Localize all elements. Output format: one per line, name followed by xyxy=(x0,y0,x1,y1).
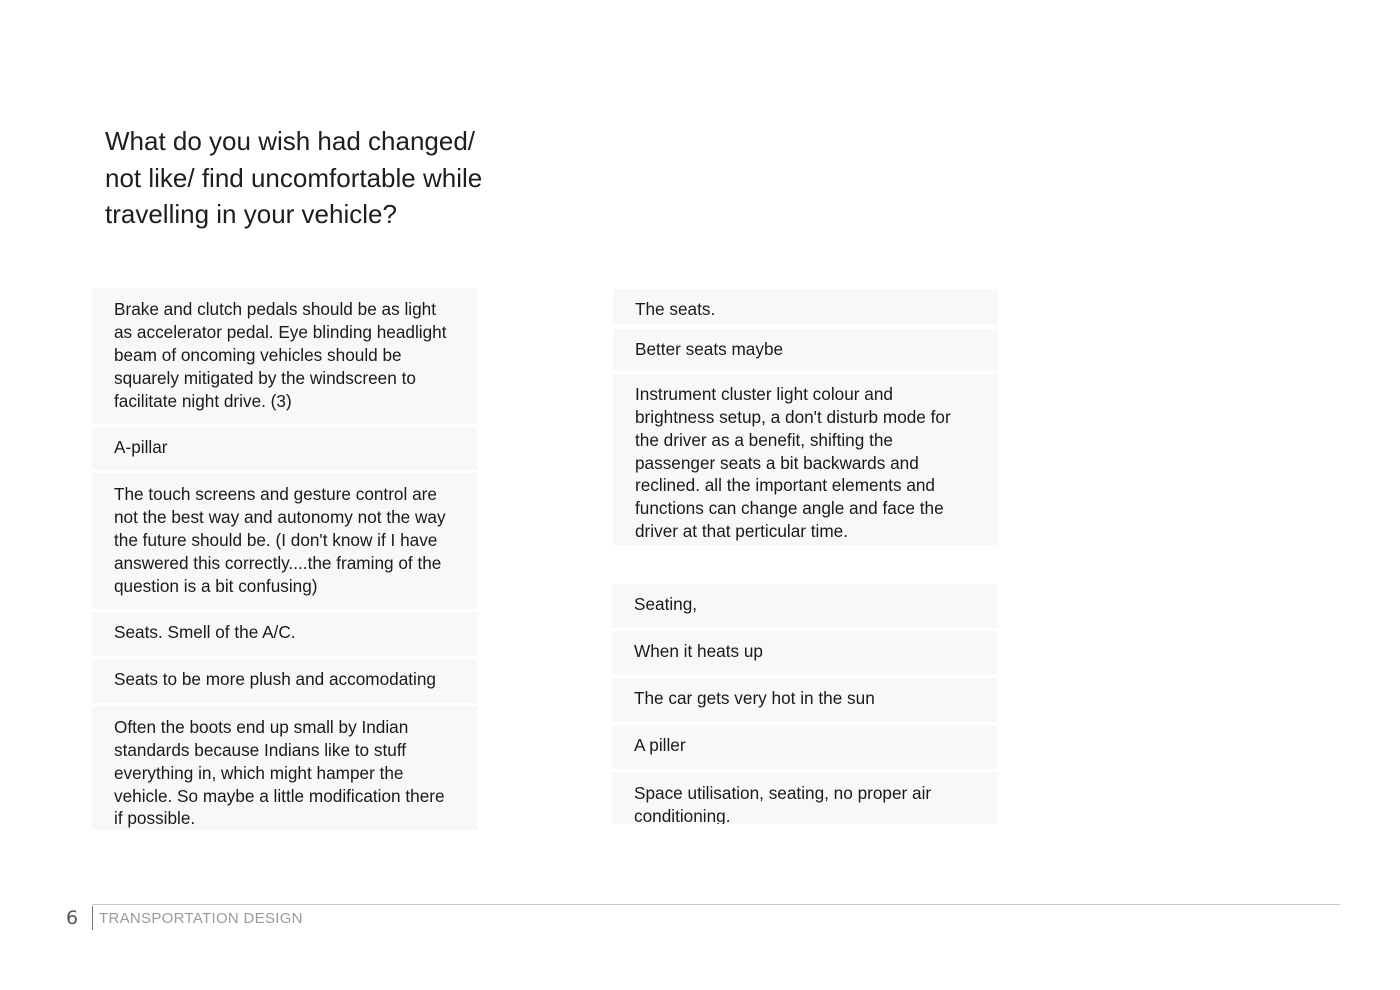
response-card: Seats. Smell of the A/C. xyxy=(92,612,477,656)
right-response-column-bottom xyxy=(612,584,997,827)
response-card: Instrument cluster light colour and brightness setup, a don't disturb mode for the driver as a benefit, shifting the passenger seats a bit backwards and reclined. all the important elements and functions can change angle and face the driver at that perticular time. xyxy=(613,374,998,545)
footer-separator xyxy=(92,906,93,930)
section-title: TRANSPORTATION DESIGN xyxy=(99,910,303,927)
question-heading: What do you wish had changed/ not like/ find uncomfortable while travelling in your vehicle? xyxy=(105,126,483,229)
response-card: A piller xyxy=(612,725,997,769)
response-card: A-pillar xyxy=(92,427,477,471)
response-card: The touch screens and gesture control are not the best way and autonomy not the way the future should be. (I don't know if I have answered this correctly....the framing of the question is a bit confusing) xyxy=(92,473,477,609)
response-card: Often the boots end up small by Indian standards because Indians like to stuff everything in, which might hamper the vehicle. So maybe a little modification there if possible. xyxy=(92,706,477,830)
response-card: Better seats maybe xyxy=(613,329,998,371)
response-card: Brake and clutch pedals should be as light as accelerator pedal. Eye blinding headlight beam of oncoming vehicles should be squarely mitigated by the windscreen to facilitate night drive. (3) xyxy=(92,288,477,424)
right-response-column-top xyxy=(613,289,998,548)
left-response-column xyxy=(92,288,477,833)
response-card: Seats to be more plush and accomodating xyxy=(92,659,477,703)
footer-divider xyxy=(92,904,1340,905)
response-card: Seating, xyxy=(612,584,997,628)
response-card: The car gets very hot in the sun xyxy=(612,678,997,722)
response-card: Space utilisation, seating, no proper air conditioning. xyxy=(612,772,997,824)
page-number: 6 xyxy=(66,907,79,929)
response-card: When it heats up xyxy=(612,631,997,675)
response-card: The seats. xyxy=(613,289,998,324)
